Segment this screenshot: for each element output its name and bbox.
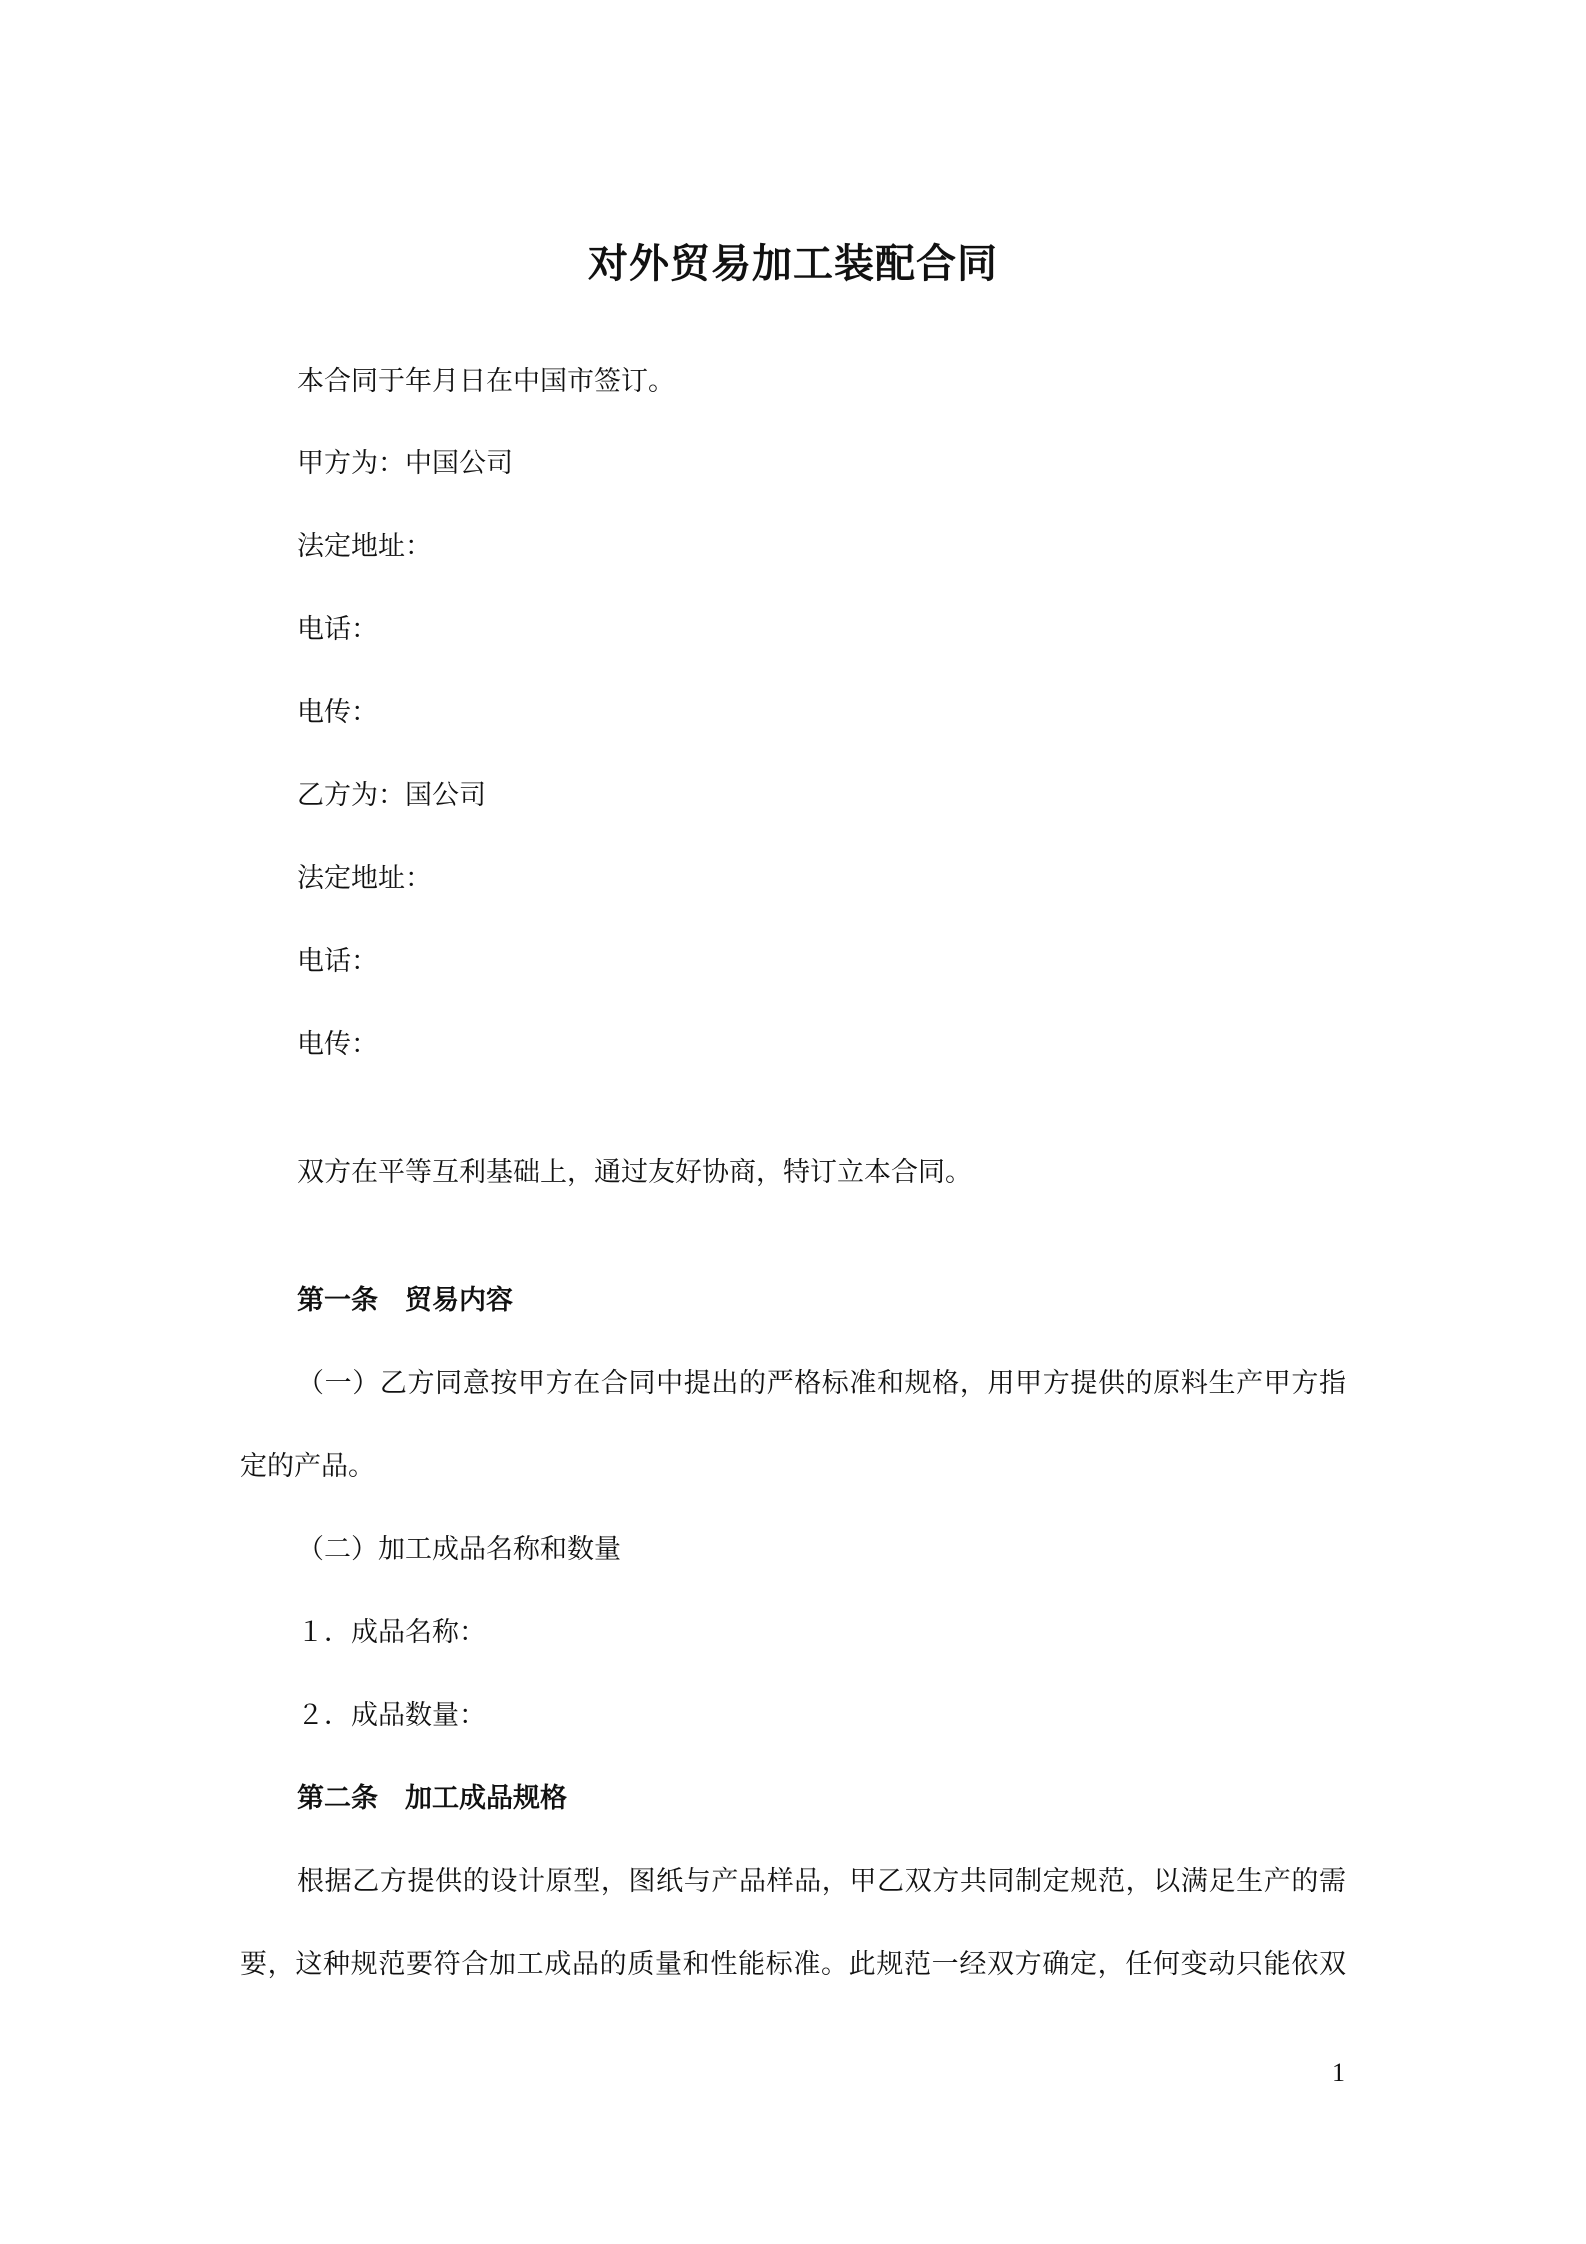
page-number: 1 [1332, 2058, 1345, 2087]
party-a-phone: 电话： [297, 614, 378, 645]
article-1-item-1-line-1: （一）乙方同意按甲方在合同中提出的严格标准和规格，用甲方提供的原料生产甲方指 [297, 1368, 1346, 1399]
party-b-phone: 电话： [297, 946, 378, 977]
party-a-address: 法定地址： [297, 531, 432, 562]
party-a-fax: 电传： [297, 697, 378, 728]
contract-intro: 本合同于年月日在中国市签订。 [297, 366, 675, 397]
party-a-name: 甲方为：中国公司 [297, 448, 513, 479]
party-b-fax: 电传： [297, 1029, 378, 1060]
party-b-address: 法定地址： [297, 863, 432, 894]
article-1-item-2-1: １．成品名称： [297, 1617, 486, 1648]
article-2-line-2: 要，这种规范要符合加工成品的质量和性能标准。此规范一经双方确定，任何变动只能依双 [240, 1949, 1346, 1980]
preamble: 双方在平等互利基础上，通过友好协商，特订立本合同。 [297, 1157, 972, 1188]
article-1-item-2-2: ２．成品数量： [297, 1700, 486, 1731]
party-b-name: 乙方为：国公司 [297, 780, 486, 811]
document-title: 对外贸易加工装配合同 [588, 241, 998, 287]
article-1-item-1-line-2: 定的产品。 [240, 1451, 375, 1482]
article-2-heading: 第二条 加工成品规格 [297, 1783, 567, 1814]
article-1-item-2: （二）加工成品名称和数量 [297, 1534, 621, 1565]
article-2-line-1: 根据乙方提供的设计原型，图纸与产品样品，甲乙双方共同制定规范，以满足生产的需 [297, 1866, 1346, 1897]
article-1-heading: 第一条 贸易内容 [297, 1285, 513, 1316]
